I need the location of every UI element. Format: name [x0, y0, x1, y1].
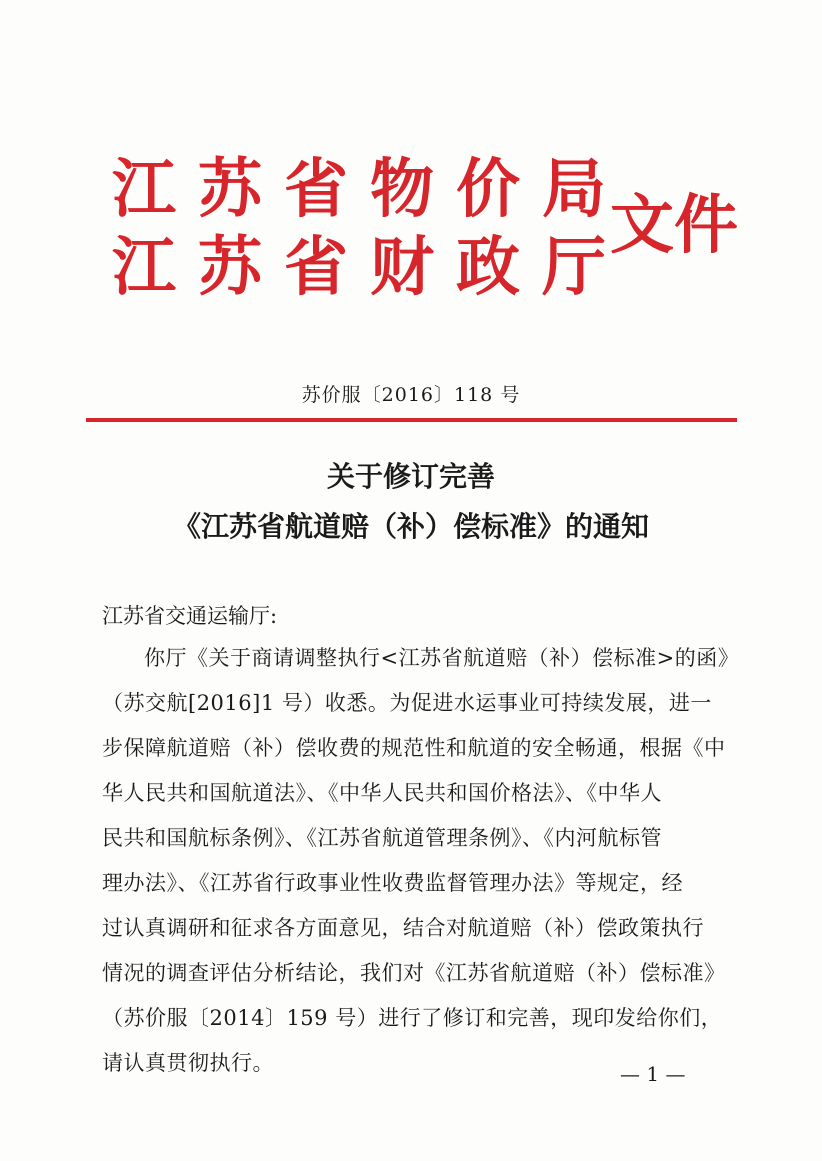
red-divider: [86, 418, 737, 422]
document-number: 苏价服〔2016〕118 号: [301, 384, 521, 406]
body-line: 理办法》、《江苏省行政事业性收费监督管理办法》等规定，经: [102, 871, 683, 895]
body-line: （苏交航[2016]1 号）收悉。为促进水运事业可持续发展，进一: [102, 691, 712, 715]
page-number: — 1 —: [620, 1062, 686, 1086]
body-line: （苏价服〔2014〕159 号）进行了修订和完善，现印发给你们，: [102, 1006, 723, 1030]
body-line: 步保障航道赔（补）偿收费的规范性和航道的安全畅通，根据《中: [102, 736, 726, 760]
salutation: 江苏省交通运输厅:: [102, 604, 278, 628]
body-line: 请认真贯彻执行。: [102, 1051, 274, 1075]
title-line-1: 关于修订完善: [326, 460, 495, 493]
body-line: 过认真调研和征求各方面意见，结合对航道赔（补）偿政策执行: [102, 916, 704, 940]
masthead-issuer-1: 江苏省物价局: [112, 152, 628, 227]
masthead: [112, 150, 738, 310]
body-line: 你厅《关于商请调整执行<江苏省航道赔（补）偿标准>的函》: [144, 646, 740, 670]
body-line: 民共和国航标条例》、《江苏省航道管理条例》、《内河航标管: [102, 826, 662, 850]
masthead-suffix: 文件: [610, 188, 738, 263]
masthead-issuer-2: 江苏省财政厅: [112, 230, 628, 305]
title-line-2: 《江苏省航道赔（补）偿标准》的通知: [172, 510, 649, 543]
body-line: 华人民共和国航道法》、《中华人民共和国价格法》、《中华人: [102, 781, 662, 805]
body-line: 情况的调查评估分析结论，我们对《江苏省航道赔（补）偿标准》: [102, 961, 726, 985]
